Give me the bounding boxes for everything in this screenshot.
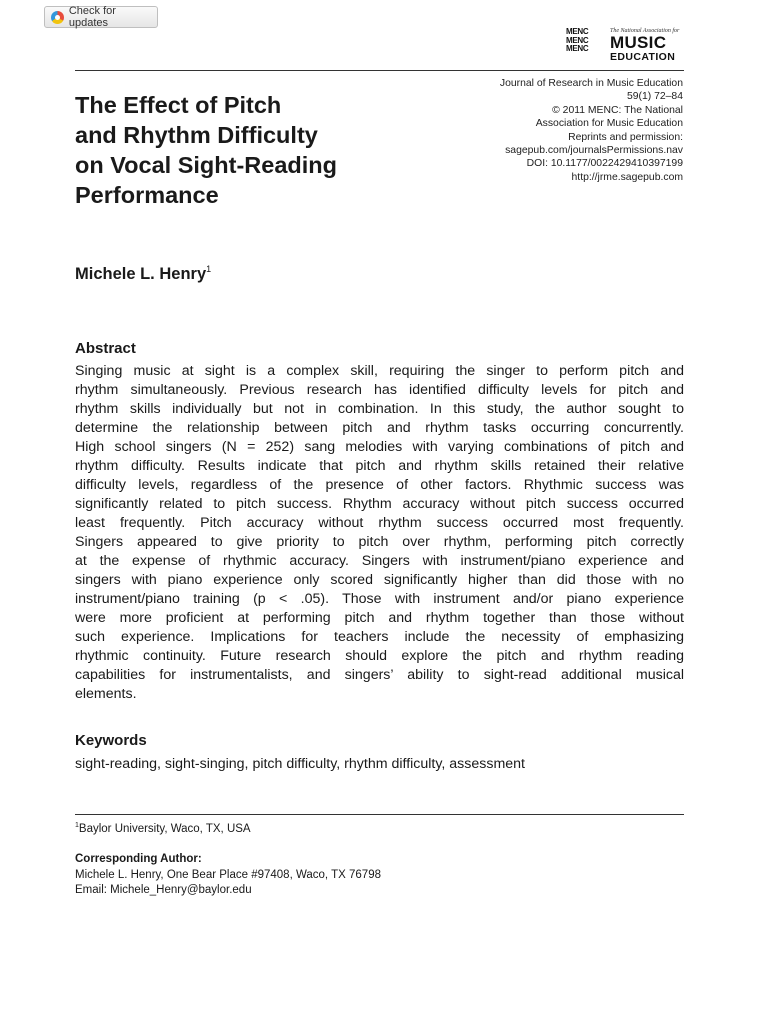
abstract-line: determine the relationship between pitch and rhythm tasks occurring concurrently. — [75, 420, 684, 436]
menc-logo-mark: MENC MENC MENC — [566, 27, 589, 53]
journal-meta — [443, 77, 683, 184]
abstract-line: Singing music at sight is a complex skill, requiring the singer to perform pitch and — [75, 363, 684, 379]
abstract-line: rhythmic continuity. Future research should explore the pitch and rhythm reading — [75, 648, 684, 664]
music-education-logo — [566, 28, 684, 62]
keywords-text: sight-reading, sight-singing, pitch difficulty, rhythm difficulty, assessment — [75, 756, 525, 772]
footnote-rule — [75, 814, 684, 815]
affiliation-mark: 1 — [75, 822, 79, 829]
logo-tagline: The National Association for — [610, 28, 680, 34]
abstract-line: singers with piano experience only scored significantly higher than did those with no — [75, 572, 684, 588]
author-name: Michele L. Henry$^1$ — [75, 264, 212, 283]
abstract-line: instrument/piano training (p < .05). Those with instrument and/or piano experience — [75, 591, 684, 607]
abstract-line: elements. — [75, 686, 137, 702]
abstract-line: at the expense of rhythmic accuracy. Singers with instrument/piano experience and — [75, 553, 684, 569]
abstract-line: rhythm skills individually but not in combination. In this study, the author sought to — [75, 401, 684, 417]
abstract-line: rhythm simultaneously. Previous research has identified difficulty levels for pitch and — [75, 382, 684, 398]
abstract-text — [75, 362, 684, 704]
corresponding-author — [75, 852, 381, 899]
abstract-line: were more proficient at performing pitch and rhythm together than those without — [75, 610, 684, 626]
abstract-line: Singers appeared to give priority to pitch over rhythm, performing pitch correctly — [75, 534, 684, 550]
corresponding-author-label: Corresponding Author: — [75, 853, 202, 865]
logo-education-text: EDUCATION — [610, 51, 676, 63]
permissions-link[interactable]: sagepub.com/journalsPermissions.nav — [505, 145, 683, 157]
logo-music-text: MUSIC — [610, 33, 667, 52]
keywords-heading: Keywords — [75, 732, 147, 749]
check-for-updates-label: Check for updates — [68, 5, 116, 29]
abstract-line: significantly related to pitch success. Rhythm accuracy without pitch success occurred — [75, 496, 684, 512]
affiliation-footnote: $^1$Baylor University, Waco, TX, USA — [75, 822, 251, 835]
corresponding-author-address: Michele L. Henry, One Bear Place #97408, Waco, TX 76798 — [75, 868, 381, 881]
article-title: The Effect of Pitch and Rhythm Difficulty on Vocal Sight-Reading Performance — [75, 92, 337, 208]
journal-url[interactable]: http://jrme.sagepub.com — [571, 171, 683, 183]
abstract-line: such experience. Implications for teachers include the necessity of emphasizing — [75, 629, 684, 645]
crossmark-icon — [51, 11, 64, 24]
journal-issue: 59(1) 72–84 — [626, 91, 683, 103]
abstract-line: rhythm difficulty. Results indicate that pitch and rhythm skills retained their relative — [75, 458, 684, 474]
abstract-heading: Abstract — [75, 340, 136, 357]
check-for-updates-button[interactable] — [44, 6, 158, 28]
journal-name: Journal of Research in Music Education — [499, 78, 683, 89]
affiliation-mark[interactable]: 1 — [206, 264, 212, 274]
abstract-line: least frequently. Pitch accuracy without rhythm success occurred most frequently. — [75, 515, 684, 531]
corresponding-author-email[interactable]: Email: Michele_Henry@baylor.edu — [75, 884, 252, 896]
copyright-line: © 2011 MENC: The National — [552, 104, 683, 116]
permissions-label: Reprints and permission: — [568, 131, 683, 143]
header-rule — [75, 70, 684, 71]
doi[interactable]: DOI: 10.1177/0022429410397199 — [526, 158, 683, 170]
abstract-line: High school singers (N = 252) sang melodies with varying combinations of pitch and — [75, 439, 684, 455]
abstract-line: capabilities for instrumentalists, and singers’ ability to sight-read additional musical — [75, 667, 684, 683]
copyright-line: Association for Music Education — [535, 118, 683, 130]
abstract-line: difficulty levels, regardless of the presence of other factors. Rhythmic success was — [75, 477, 684, 493]
